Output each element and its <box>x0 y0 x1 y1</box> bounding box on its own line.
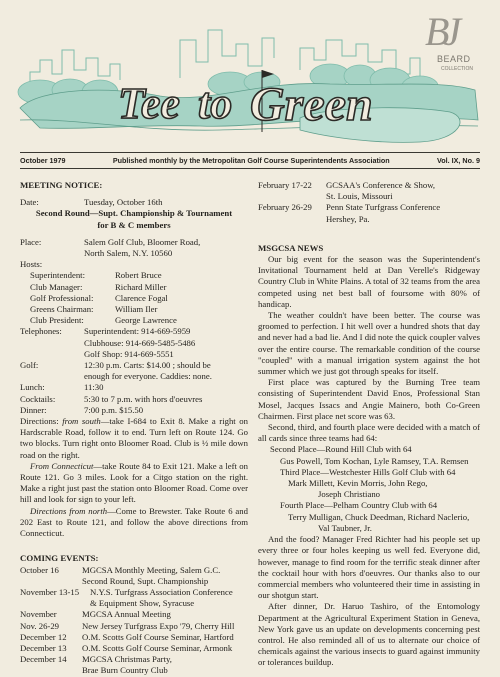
lunch-value: 11:30 <box>84 382 104 393</box>
event-row: October 16 MGCSA Monthly Meeting, Salem G.C. Second Round, Supt. Championship <box>20 564 221 586</box>
fourth-place-line: Fourth Place—Pelham Country Club with 64 <box>280 500 438 511</box>
dinner-row <box>20 405 248 416</box>
lunch-row <box>20 382 248 393</box>
event-row: November MGCSA Annual Meeting <box>20 609 171 620</box>
right-column <box>258 180 480 669</box>
masthead-title-to: to <box>198 79 233 128</box>
publisher-line: Published monthly by the Metropolitan Golf Course Superintendents Association <box>112 156 390 165</box>
logo-initials: BJ <box>425 9 456 54</box>
event-row: February 17-22 GCSAA's Conference & Show, St. Louis, Missouri <box>258 180 436 202</box>
directions-connecticut: From Connecticut—take Route 84 to Exit 121. Make a left on Route 121. Go 3 miles. Look for a Citgo station on the right. Make a right just past the station onto Bloomer Road. Come over hill and look for sign to your left. <box>20 460 248 505</box>
masthead-title-green: Green <box>250 78 373 131</box>
coming-events-heading: COMING EVENTS: <box>20 553 99 564</box>
news-paragraph: And the food? Manager Fred Richter had his people set up every three or four holes keeping us well fed. Everyone did, however, manage to find room for the terrific steak dinner after the cocktail hour with hors d'oeuvres. Our thanks also to our commercial members who volunteered their time in assisting in our shotgun start. <box>258 534 480 601</box>
meeting-date-row <box>20 197 248 208</box>
event-row: November 13-15 N.Y.S. Turfgrass Association Conference & Equipment Show, Syracuse <box>20 586 233 609</box>
issue-date: October 1979 <box>20 156 66 165</box>
meeting-notice-heading: MEETING NOTICE: <box>20 180 103 190</box>
place-line-2: North Salem, N.Y. 10560 <box>84 248 173 259</box>
news-heading: MSGCSA NEWS <box>258 242 324 253</box>
golf-row <box>20 360 248 382</box>
host-row: Club Manager: Richard Miller <box>30 281 167 292</box>
second-place-names: Gus Powell, Tom Kochan, Lyle Ramsey, T.A. Remsen <box>280 455 469 466</box>
masthead <box>0 0 500 150</box>
third-place-names: Mark Millett, Kevin Morris, John Rego, <box>288 478 428 489</box>
hosts-label: Hosts: <box>20 259 43 270</box>
place-label: Place: <box>20 236 42 247</box>
phone-superintendent: Superintendent: 914-669-5959 <box>84 326 191 337</box>
round-line-1: Second Round—Supt. Championship & Tournament <box>35 208 233 219</box>
news-paragraph: Our big event for the season was the Superintendent's Invitational Tournament held at Dan Verelle's Ridgeway Country Club in White Plains. A total of 32 teams from the area competed using net best ball of foursome with 80% of handicap. <box>258 254 480 309</box>
golf-line-2: enough for everyone. Caddies: none. <box>84 371 212 382</box>
lunch-label: Lunch: <box>20 382 45 393</box>
event-row: February 26-29 Penn State Turfgrass Conference Hershey, Pa. <box>258 202 441 224</box>
fourth-place-names-2: Val Taubner, Jr. <box>318 522 372 533</box>
phone-clubhouse: Clubhouse: 914-669-5485-5486 <box>84 337 196 348</box>
beard-collection-logo <box>423 9 483 76</box>
host-row: Superintendent: Robert Bruce <box>30 270 162 281</box>
dinner-value: 7:00 p.m. $15.50 <box>84 404 144 415</box>
third-place-names-2: Joseph Christiano <box>318 489 381 500</box>
golf-line-1: 12:30 p.m. Carts: $14.00 ; should be <box>84 360 211 371</box>
event-row: Nov. 26-29 New Jersey Turfgrass Expo '79, Cherry Hill <box>20 620 235 631</box>
date-label: Date: <box>20 197 39 208</box>
date-value: Tuesday, October 16th <box>84 197 163 208</box>
host-row: Golf Professional: Clarence Fogal <box>30 292 168 303</box>
third-place-line: Third Place—Westchester Hills Golf Club with 64 <box>280 466 456 477</box>
round-line-2: for B & C members <box>97 219 171 230</box>
news-paragraph: After dinner, Dr. Haruo Tashiro, of the Entomology Department at the Agricultural Experiment Station in Geneva, New York gave us an update on developments concerning pest control. He also reminded all of us to alternate our choice of chemicals against the various insects to guard against immunity or tolerances buildup. <box>258 601 480 668</box>
telephones-row <box>20 326 248 360</box>
host-row: Club President: George Lawrence <box>30 315 177 326</box>
left-column <box>20 180 248 677</box>
event-row: December 12 O.M. Scotts Golf Course Seminar, Hartford <box>20 631 234 642</box>
news-paragraph: First place was captured by the Burning Tree team consisting of Superintendent David Enos, Professional Stan Mosel, Jacques Issacs and Angie Mainero, both Co-Green Chairmen. First place net score was 63. <box>258 377 480 421</box>
telephones-label: Telephones: <box>20 326 62 337</box>
cocktails-row <box>20 394 248 405</box>
directions-south: Directions: from south—take I-684 to Exit 8. Make a right on Hardscrable Road, follow it to end. Turn left on Route 124. Go two blocks. Turn right onto Bloomer Road. Club is ½ mile down road on the right. <box>20 416 248 460</box>
second-place-line: Second Place—Round Hill Club with 64 <box>270 444 412 455</box>
cocktails-label: Cocktails: <box>20 393 56 404</box>
logo-sub: COLLECTION <box>441 66 473 72</box>
place-row <box>20 237 248 259</box>
logo-name: BEARD <box>437 54 471 64</box>
news-paragraph: The weather couldn't have been better. The course was groomed to perfection. I hit well over a hundred shots that day and never had a bad lie. And I did note the quick coupler valves over the entire course. The remarkable condition of the course "coupled" with a manual irrigation system against the hot summer which we just got through speaks for itself. <box>258 310 480 377</box>
host-row: Greens Chairman: William Iler <box>30 304 158 315</box>
phone-golf-shop: Golf Shop: 914-669-5551 <box>84 348 174 359</box>
volume-number: Vol. IX, No. 9 <box>436 156 480 165</box>
directions-north: Directions from north—Come to Brewster. Take Route 6 and 202 East to Route 121, and follow the above directions from Connecticut. <box>20 505 248 539</box>
place-line-1: Salem Golf Club, Bloomer Road, <box>84 236 201 247</box>
event-row: December 13 O.M. Scotts Golf Course Seminar, Armonk <box>20 642 233 653</box>
issue-info-bar <box>20 152 480 169</box>
event-row: December 14 MGCSA Christmas Party, Brae Burn Country Club <box>20 654 172 676</box>
dinner-label: Dinner: <box>20 404 47 415</box>
fourth-place-names: Terry Mulligan, Chuck Deedman, Richard Naclerio, <box>288 511 470 522</box>
golf-label: Golf: <box>20 360 39 371</box>
news-paragraph: Second, third, and fourth place were decided with a match of all cards since three teams had 64: <box>258 422 480 444</box>
cocktails-value: 5:30 to 7 p.m. with hors d'oeuvres <box>84 393 203 404</box>
masthead-title-tee: Tee <box>118 79 180 128</box>
